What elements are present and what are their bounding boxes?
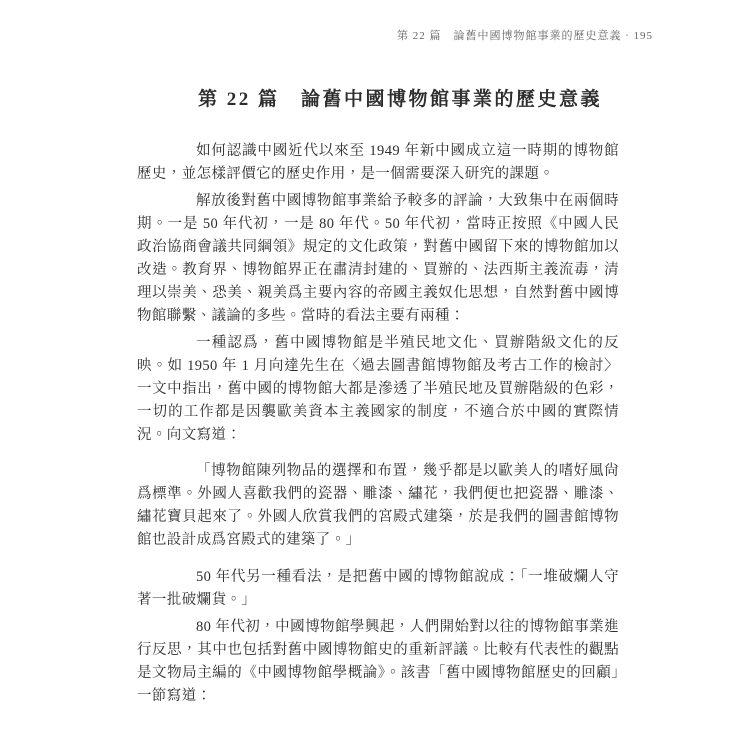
paragraph: 如何認識中國近代以來至 1949 年新中國成立這一時期的博物館歷史，並怎樣評價它的歷史作用，是一個需要深入研究的課題。 [137,143,619,182]
chapter-title: 第 22 篇 論舊中國博物館事業的歷史意義 [197,89,602,110]
paragraph: 80 年代初，中國博物館學興起，人們開始對以往的博物館事業進行反思，其中也包括對舊中國博物館史的重新評議。比較有代表性的觀點是文物局主編的《中國博物館學概論》。該書「舊中國博物館歷史的回顧」一節寫道： [137,619,619,704]
running-header: 第 22 篇 論舊中國博物館事業的歷史意義‧195 [397,30,653,42]
block-quote-paragraph: 「博物館陳列物品的選擇和布置，幾乎都是以歐美人的嗜好風尙爲標準。外國人喜歡我們的瓷器、雕漆、繡花，我們便也把瓷器、雕漆、繡花寶貝起來了。外國人欣賞我們的宮殿式建築，於是我們的圖書館博物館也設計成爲宮殿式的建築了。」 [137,463,619,548]
paragraph: 一種認爲，舊中國博物館是半殖民地文化、買辦階級文化的反映。如 1950 年 1 月向達先生在〈過去圖書館博物館及考古工作的檢討〉一文中指出，舊中國的博物館大都是滲透了半殖民地及買辦階級的色彩，一切的工作都是因襲歐美資本主義國家的制度，不適合於中國的實際情況。向文寫道： [137,335,619,443]
paragraph: 解放後對舊中國博物館事業給予較多的評論，大致集中在兩個時期。一是 50 年代初，一是 80 年代。50 年代初，當時正按照《中國人民政治協商會議共同綱領》規定的文化政策，對舊中國留下來的博物館加以改造。教育界、博物館界正在肅清封建的、買辦的、法西斯主義流毒，清理以崇美、恐美、親美爲主要內容的帝國主義奴化思想，自然對舊中國博物館聯繫、議論的多些。當時的看法主要有兩種： [137,193,619,324]
paragraph: 50 年代另一種看法，是把舊中國的博物館說成：「一堆破爛人守著一批破爛貨。」 [137,569,619,608]
text-column [137,140,619,712]
